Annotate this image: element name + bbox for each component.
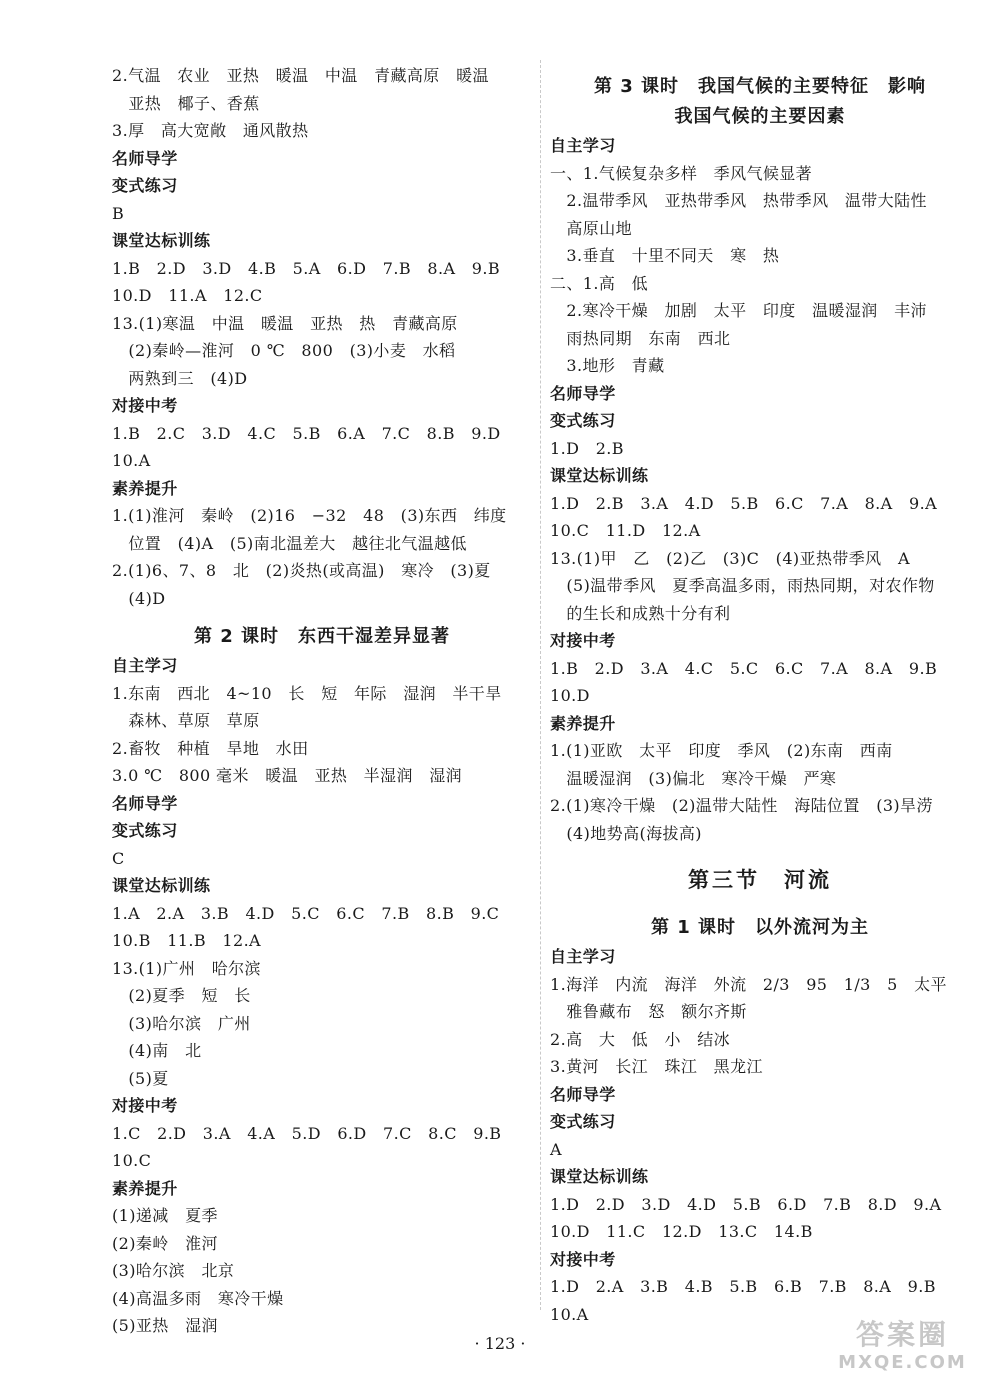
section-heading: 变式练习 [112, 176, 178, 195]
section-heading: 自主学习 [550, 947, 616, 966]
answer-line: 2.畜牧 种植 旱地 水田 [112, 738, 309, 758]
answer-line: 1.D 2.B [550, 438, 624, 458]
section-heading: 名师导学 [550, 383, 616, 403]
answer-line: (3)哈尔滨 北京 [112, 1261, 235, 1280]
answer-line: 10.B 11.B 12.A [112, 931, 262, 950]
answer-line: 1.D 2.B 3.A 4.D 5.B 6.C 7.A 8.A 9.A [550, 493, 938, 513]
answer-line: 10.D 11.A 12.C [112, 286, 263, 305]
answer-line: 3.地形 青藏 [550, 356, 665, 375]
answer-line: 1.B 2.C 3.D 4.C 5.B 6.A 7.C 8.B 9.D [112, 423, 501, 443]
answer-line: 10.C 11.D 12.A [550, 521, 701, 540]
answer-line: 3.厚 高大宽敞 通风散热 [112, 121, 309, 140]
page-number: · 123 · [474, 1334, 526, 1353]
answer-line: 2.寒冷干燥 加剧 太平 印度 温暖湿润 丰沛 [550, 301, 927, 320]
section-heading: 变式练习 [112, 821, 178, 840]
column-divider [540, 60, 541, 1310]
answer-line: (4)高温多雨 寒冷干燥 [112, 1288, 284, 1308]
answer-line: (3)哈尔滨 广州 [112, 1013, 251, 1033]
answer-line: 1.海洋 内流 海洋 外流 2/3 95 1/3 5 太平 [550, 974, 947, 994]
watermark-logo [815, 1318, 990, 1380]
answer-line: (5)夏 [112, 1068, 169, 1088]
answer-line: 10.A [550, 1304, 589, 1324]
lesson-title: 第 1 课时 以外流河为主 [650, 917, 870, 938]
answer-line: 13.(1)甲 乙 (2)乙 (3)C (4)亚热带季风 A [550, 548, 910, 568]
answer-line: (1)递减 夏季 [112, 1206, 218, 1225]
answer-line: 2.气温 农业 亚热 暖温 中温 青藏高原 暖温 [112, 66, 489, 85]
spacer [112, 612, 532, 622]
section-heading: 对接中考 [112, 1096, 178, 1115]
answer-line: 位置 (4)A (5)南北温差大 越往北气温越低 [112, 533, 467, 553]
section-heading: 对接中考 [112, 396, 178, 415]
answer-line: (4)南 北 [112, 1041, 202, 1060]
answer-line: (2)秦岭—淮河 0 ℃ 800 (3)小麦 水稻 [112, 341, 456, 360]
answer-line: 一、1.气候复杂多样 季风气候显著 [550, 163, 813, 183]
answer-line: 13.(1)寒温 中温 暖温 亚热 热 青藏高原 [112, 313, 458, 333]
answer-line: B [112, 203, 125, 223]
answer-line: 1.D 2.D 3.D 4.D 5.B 6.D 7.B 8.D 9.A [550, 1194, 942, 1214]
answer-line: 亚热 椰子、香蕉 [112, 93, 260, 113]
section-heading: 名师导学 [550, 1084, 616, 1104]
lesson-title: 第 2 课时 东西干湿差异显著 [193, 626, 451, 647]
answer-line: A [550, 1139, 562, 1159]
answer-line: 1.(1)淮河 秦岭 (2)16 −32 48 (3)东西 纬度 [112, 506, 507, 525]
answer-line: 1.C 2.D 3.A 4.A 5.D 6.D 7.C 8.C 9.B [112, 1123, 502, 1143]
section-heading: 素养提升 [112, 1178, 178, 1198]
answer-line: C [112, 848, 125, 868]
answer-line: 森林、草原 草原 [112, 711, 260, 730]
left-column [112, 62, 532, 1340]
answer-line: 10.C [112, 1151, 152, 1170]
section-heading: 名师导学 [112, 793, 178, 813]
answer-line: 高原山地 [550, 218, 633, 238]
answer-line: 1.东南 西北 4~10 长 短 年际 湿润 半干旱 [112, 683, 502, 703]
lesson-title: 第 3 课时 我国气候的主要特征 影响 [593, 76, 927, 97]
answer-line: 2.(1)6、7、8 北 (2)炎热(或高温) 寒冷 (3)夏 [112, 561, 491, 580]
answer-line: 1.B 2.D 3.D 4.B 5.A 6.D 7.B 8.A 9.B [112, 258, 501, 278]
spacer [550, 903, 970, 913]
answer-line: 两熟到三 (4)D [112, 368, 248, 388]
answer-line: 二、1.高 低 [550, 273, 649, 293]
section-heading: 自主学习 [550, 136, 616, 155]
section-heading: 对接中考 [550, 1249, 616, 1269]
section-heading: 课堂达标训练 [550, 466, 649, 485]
section-heading: 素养提升 [550, 713, 616, 733]
answer-line: 的生长和成熟十分有利 [550, 603, 731, 623]
section-heading: 变式练习 [550, 1112, 616, 1131]
watermark-url: MXQE.COM [838, 1352, 967, 1373]
answer-line: 温暖湿润 (3)偏北 寒冷干燥 严寒 [550, 768, 837, 788]
answer-line: 10.D [550, 686, 590, 705]
section-heading: 课堂达标训练 [550, 1167, 649, 1186]
answer-line: 1.B 2.D 3.A 4.C 5.C 6.C 7.A 8.A 9.B [550, 658, 938, 678]
answer-line: 2.高 大 低 小 结冰 [550, 1029, 731, 1049]
section-heading: 自主学习 [112, 656, 178, 675]
section-heading: 名师导学 [112, 148, 178, 168]
section-heading: 素养提升 [112, 478, 178, 498]
answer-line: 雅鲁藏布 怒 额尔齐斯 [550, 1002, 747, 1021]
answer-line: 1.D 2.A 3.B 4.B 5.B 6.B 7.B 8.A 9.B [550, 1277, 936, 1296]
answer-line: 10.D 11.C 12.D 13.C 14.B [550, 1222, 813, 1241]
answer-line: 2.温带季风 亚热带季风 热带季风 温带大陆性 [550, 191, 927, 210]
answer-line: 雨热同期 东南 西北 [550, 328, 731, 348]
section-heading: 课堂达标训练 [112, 876, 211, 895]
right-column [550, 62, 970, 1328]
answer-line: 10.A [112, 451, 151, 470]
lesson-title: 我国气候的主要因素 [674, 106, 846, 127]
answer-line: (5)温带季风 夏季高温多雨，雨热同期，对农作物 [550, 576, 935, 595]
answer-line: 3.垂直 十里不同天 寒 热 [550, 246, 780, 265]
answer-line: 3.黄河 长江 珠江 黑龙江 [550, 1057, 763, 1076]
answer-line: (2)秦岭 淮河 [112, 1233, 218, 1253]
answer-line: 13.(1)广州 哈尔滨 [112, 958, 261, 978]
answer-line: (2)夏季 短 长 [112, 986, 251, 1005]
answer-line: (5)亚热 湿润 [112, 1316, 218, 1335]
answer-line: 1.A 2.A 3.B 4.D 5.C 6.C 7.B 8.B 9.C [112, 903, 500, 923]
answer-line: 3.0 ℃ 800 毫米 暖温 亚热 半湿润 湿润 [112, 766, 463, 785]
watermark-text: 答案圈 [855, 1318, 949, 1351]
answer-line: (4)D [112, 588, 166, 608]
answer-line: 1.(1)亚欧 太平 印度 季风 (2)东南 西南 [550, 741, 893, 760]
answer-line: (4)地势高(海拔高) [550, 823, 702, 843]
spacer [550, 62, 970, 72]
section-heading: 变式练习 [550, 411, 616, 430]
section-heading: 课堂达标训练 [112, 231, 211, 250]
section-heading: 对接中考 [550, 631, 616, 650]
answer-line: 2.(1)寒冷干燥 (2)温带大陆性 海陆位置 (3)旱涝 [550, 796, 933, 815]
chapter-section-title: 第三节 河流 [688, 868, 832, 892]
spacer [550, 847, 970, 857]
